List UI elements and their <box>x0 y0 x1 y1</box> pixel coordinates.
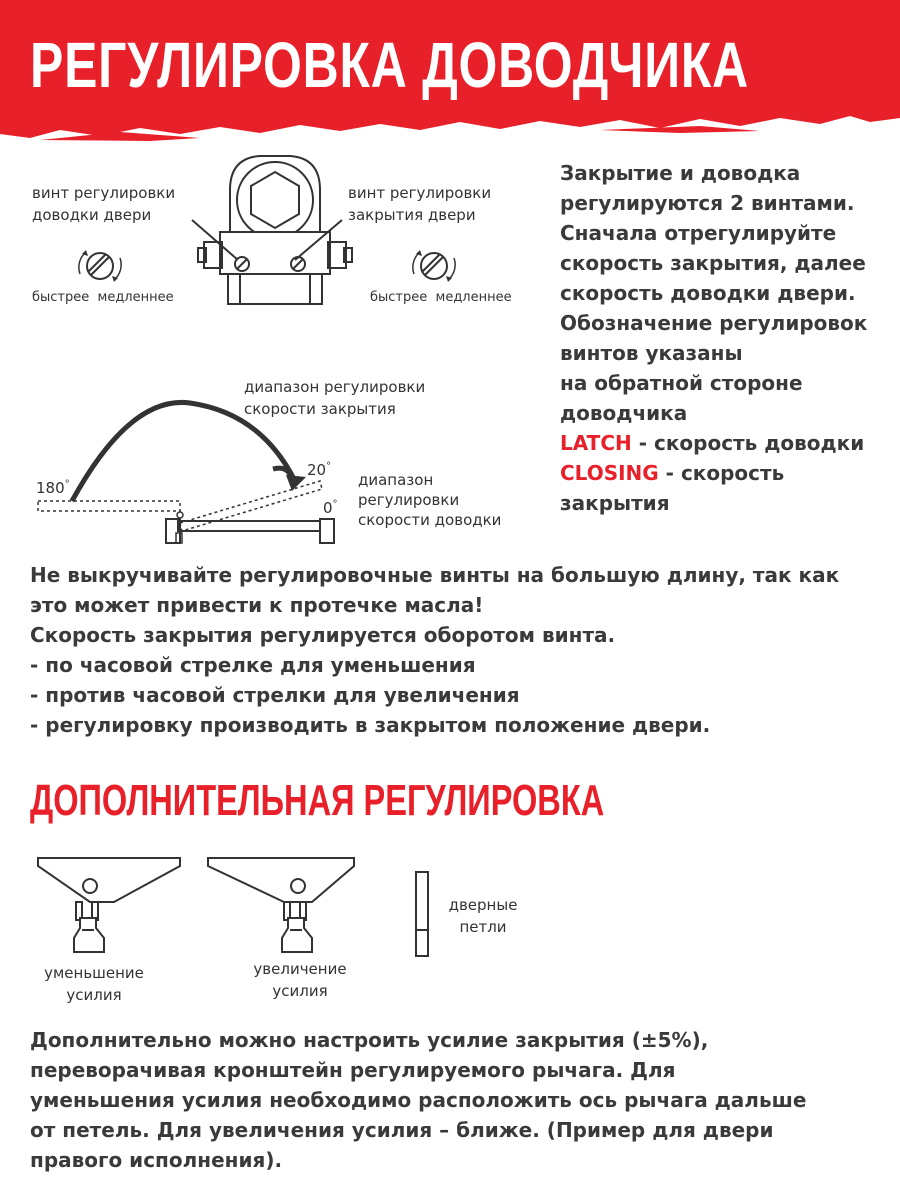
right-speed-labels: быстрее медленнее <box>370 290 512 305</box>
latch-range-label: диапазон регулировки скорости доводки <box>358 471 502 529</box>
left-rotation-screw-icon <box>72 244 128 290</box>
closing-line: CLOSING - скорость <box>560 461 785 485</box>
right-rotation-screw-icon <box>406 244 462 290</box>
leader-lines <box>180 210 350 270</box>
bracket-decrease-force-illustration <box>34 854 184 964</box>
left-screw-label: винт регулировки доводки двери <box>32 184 176 224</box>
header-banner <box>0 0 900 150</box>
latch-keyword: LATCH <box>560 431 632 455</box>
section-title-additional: ДОПОЛНИТЕЛЬНАЯ РЕГУЛИРОВКА <box>30 776 605 825</box>
increase-force-label: увеличение усилия <box>253 960 347 1000</box>
adjustment-instructions: Закрытие и доводка регулируются 2 винтами. Сначала отрегулируйте скорость закрытия, далее скорость доводки двери. Обозначение регулировок винтов указаны на обратной стороне доводчика LATCH - скорость доводки CLOSING - скорость закрытия <box>560 158 890 518</box>
left-speed-labels: быстрее медленнее <box>32 290 174 305</box>
decrease-force-label: уменьшение усилия <box>44 964 144 1004</box>
additional-instructions: Дополнительно можно настроить усилие закрытия (±5%), переворачивая кронштейн регулируемого рычага. Для уменьшения усилия необходимо расположить ось рычага дальше от петель. Для увеличения усилия – ближе. (Пример для двери правого исполнения). <box>30 1028 807 1172</box>
latch-line: LATCH - скорость доводки <box>560 431 865 455</box>
hinges-label: дверные петли <box>448 896 518 936</box>
right-screw-label: винт регулировки закрытия двери <box>348 184 492 224</box>
page-title: РЕГУЛИРОВКА ДОВОДЧИКА <box>30 29 749 101</box>
angle-180-label: 180° <box>36 479 70 497</box>
angle-0-label: 0° <box>323 499 338 517</box>
closing-keyword: CLOSING <box>560 461 659 485</box>
bracket-increase-force-illustration <box>204 854 360 964</box>
door-20-degrees <box>180 481 322 531</box>
door-hinge-icon <box>410 870 434 960</box>
angle-20-label: 20° <box>307 461 332 479</box>
closing-range-label: диапазон регулировки скорости закрытия <box>244 378 426 418</box>
door-open-180 <box>38 501 180 511</box>
warning-text: Не выкручивайте регулировочные винты на большую длину, так как это может привести к протечке масла! Скорость закрытия регулируется оборотом винта. - по часовой стрелке для уменьшения - против часовой стрелки для увеличения - регулировку производить в закрытом положение двери. <box>30 563 840 737</box>
